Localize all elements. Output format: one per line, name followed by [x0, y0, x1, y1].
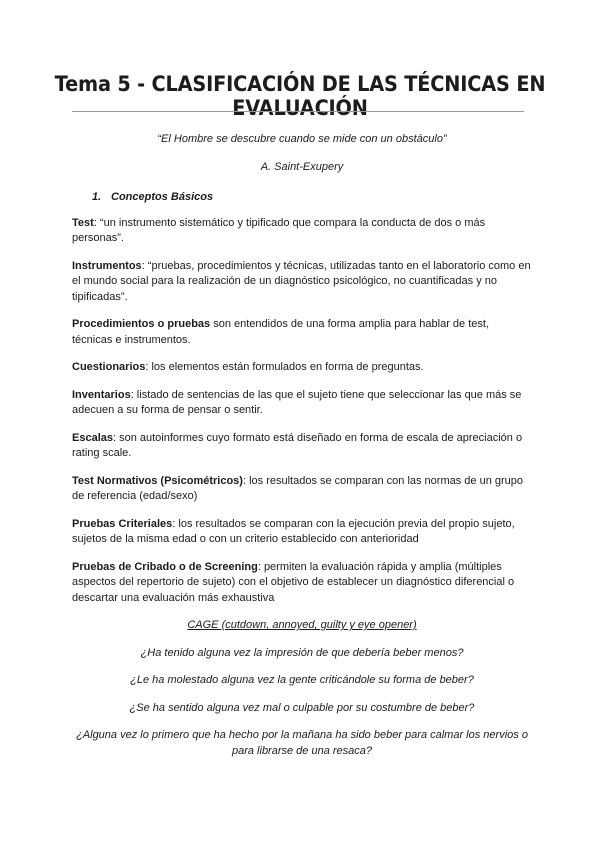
section-heading — [92, 190, 532, 206]
definition-escalas — [72, 431, 532, 462]
definition-term: Escalas — [72, 431, 113, 444]
definition-instrumentos — [72, 259, 532, 306]
cage-question: ¿Ha tenido alguna vez la impresión de que debería beber menos? — [140, 646, 464, 659]
definition-term: Cuestionarios — [72, 361, 146, 373]
cage-question: ¿Le ha molestado alguna vez la gente criticándole su forma de beber? — [130, 674, 474, 686]
definition-term: Test Normativos (Psicométricos) — [72, 474, 243, 487]
cage-question: ¿Se ha sentido alguna vez mal o culpable por su costumbre de beber? — [129, 701, 475, 714]
section-number: 1. — [92, 191, 102, 203]
definition-term: Procedimientos o pruebas — [72, 318, 211, 330]
page-title: Tema 5 - CLASIFICACIÓN DE LAS TÉCNICAS EN EVALUACIÓN — [54, 72, 546, 120]
definition-term: Instrumentos — [72, 259, 142, 272]
definition-text: : permiten la evaluación rápida y amplia (múltiples aspectos del repertorio de sujeto) con el objetivo de establecer un diagnóstico diferencial o descartar una evaluación más exhaustiva — [72, 560, 515, 604]
definition-text: : listado de sentencias de las que el sujeto tiene que seleccionar las que más se adecuen a su forma de pensar o sentir. — [72, 388, 522, 416]
epigraph-quote: “El Hombre se descubre cuando se mide con un obstáculo” — [157, 133, 447, 145]
definition-text: : son autoinformes cuyo formato está diseñado en forma de escala de apreciación o rating scale. — [72, 431, 523, 459]
definition-procedimientos — [72, 317, 532, 348]
definition-text: : los resultados se comparan con las normas de un grupo de referencia (edad/sexo) — [72, 474, 524, 502]
definition-text: : los elementos están formulados en forma de preguntas. — [145, 361, 424, 373]
definition-inventarios — [72, 388, 532, 419]
definition-test — [72, 216, 532, 247]
definition-pruebas-criteriales — [72, 517, 532, 548]
definition-test-normativos — [72, 474, 532, 505]
definition-pruebas-cribado — [72, 560, 532, 607]
definition-cuestionarios — [72, 360, 532, 376]
definition-term: Inventarios — [72, 388, 131, 401]
definition-term: Pruebas de Cribado o de Screening — [72, 560, 258, 573]
cage-question: ¿Alguna vez lo primero que ha hecho por la mañana ha sido beber para calmar los nervios o para librarse de una resaca? — [76, 729, 528, 757]
definition-text: : “un instrumento sistemático y tipificado que compara la conducta de dos o más personas”. — [72, 216, 486, 244]
definition-term: Pruebas Criteriales — [72, 517, 173, 530]
definition-term: Test — [72, 216, 94, 229]
section-title: Conceptos Básicos — [111, 191, 214, 203]
document-body — [72, 132, 532, 771]
definition-text: : “pruebas, procedimientos y técnicas, utilizadas tanto en el laboratorio como en el mundo social para la realización de un diagnóstico psicológico, no cuantificadas y no tipificadas”. — [72, 259, 531, 303]
definition-text: son entendidos de una forma amplia para hablar de test, técnicas e instrumentos. — [72, 318, 490, 346]
epigraph-author: A. Saint-Exupery — [260, 160, 344, 173]
title-divider — [72, 111, 524, 112]
definition-text: : los resultados se comparan con la ejecución previa del propio sujeto, sujetos de la misma edad o con un criterio establecido con anterioridad — [72, 517, 515, 545]
cage-heading: CAGE (cutdown, annoyed, guilty y eye opener) — [187, 619, 417, 631]
